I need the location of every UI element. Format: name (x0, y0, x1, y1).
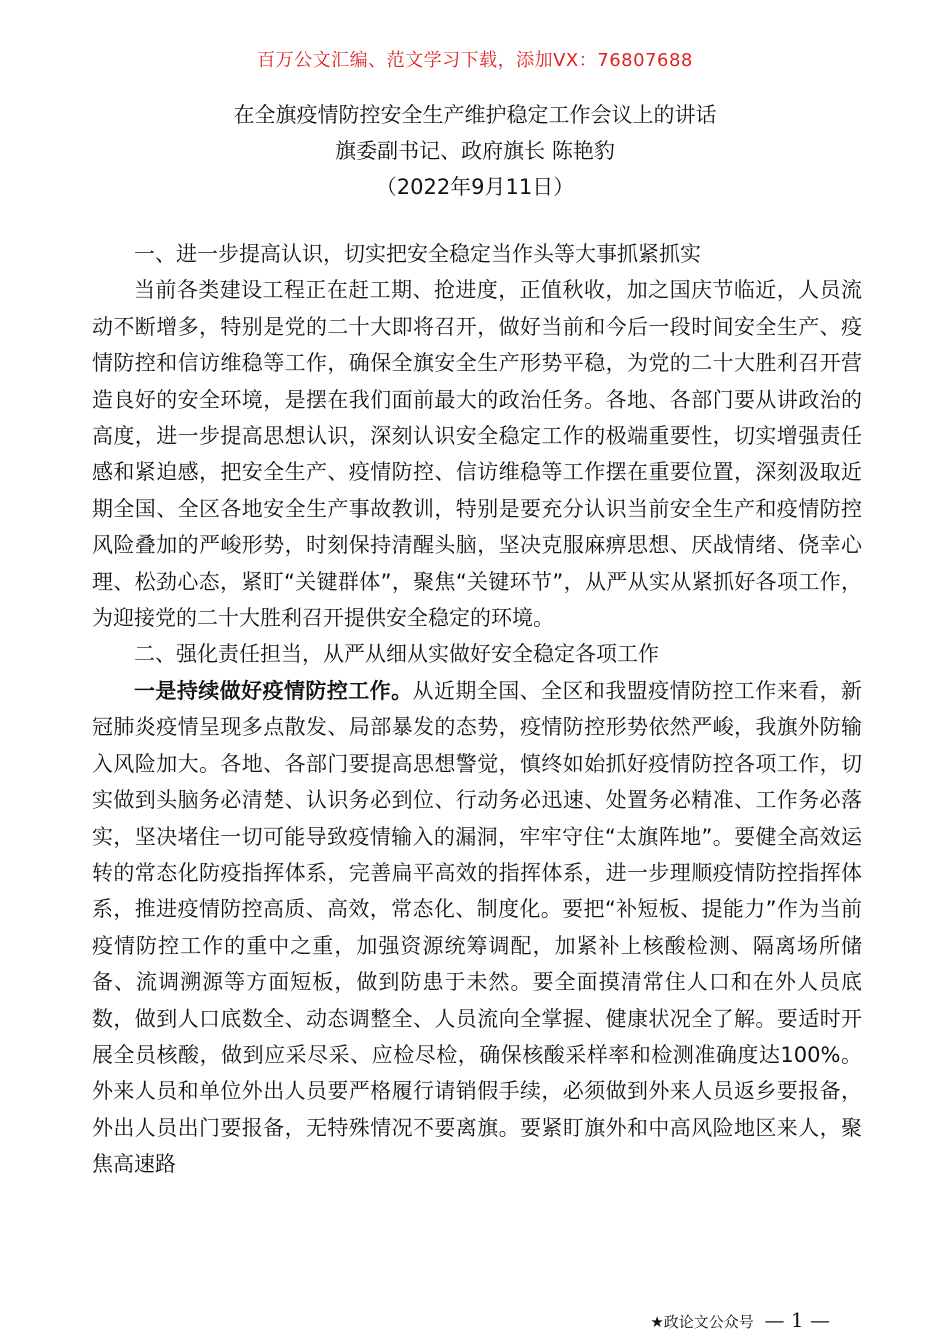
footer-source: ★政论文公众号 (650, 1313, 754, 1331)
document-title: 在全旗疫情防控安全生产维护稳定工作会议上的讲话 (233, 103, 717, 127)
section-heading-1: 一、进一步提高认识，切实把安全稳定当作头等大事抓紧抓实 (134, 242, 701, 266)
watermark-banner: 百万公文汇编、范文学习下载，添加VX：76807688 (257, 50, 693, 71)
paragraph-1: 当前各类建设工程正在赶工期、抢进度，正值秋收，加之国庆节临近，人员流动不断增多，特别是党的二十大即将召开，做好当前和今后一段时间安全生产、疫情防控和信访维稳等工作，确保全旗安全生产形势平稳，为党的二十大胜利召开营造良好的安全环境，是摆在我们面前最大的政治任务。各地、各部门要从讲政治的高度，进一步提高思想认识，深刻认识安全稳定工作的极端重要性，切实增强责任感和紧迫感，把安全生产、疫情防控、信访维稳等工作摆在重要位置，深刻汲取近期全国、全区各地安全生产事故教训，特别是要充分认识当前安全生产和疫情防控风险叠加的严峻形势，时刻保持清醒头脑，坚决克服麻痹思想、厌战情绪、侥幸心理、松劲心态，紧盯“关键群体”，聚焦“关键环节”，从严从实从紧抓好各项工作，为迎接党的二十大胜利召开提供安全稳定的环境。 (92, 278, 862, 631)
page-footer (650, 1308, 830, 1332)
document-author: 旗委副书记、政府旗长 陈艳豹 (335, 139, 615, 163)
paragraph-2 (92, 673, 862, 1183)
document-date: （2022年9月11日） (375, 175, 575, 199)
document-body (92, 236, 862, 1183)
document-header (0, 97, 950, 205)
page-number: — 1 — (764, 1308, 830, 1332)
section-heading-2: 二、强化责任担当，从严从细从实做好安全稳定各项工作 (134, 642, 659, 667)
paragraph-2-text: 从近期全国、全区和我盟疫情防控工作来看，新冠肺炎疫情呈现多点散发、局部暴发的态势，疫情防控形势依然严峻，我旗外防输入风险加大。各地、各部门要提高思想警觉，慎终如始抓好疫情防控各项工作，切实做到头脑务必清楚、认识务必到位、行动务必迅速、处置务必精准、工作务必落实，坚决堵住一切可能导致疫情输入的漏洞，牢牢守住“太旗阵地”。要健全高效运转的常态化防疫指挥体系，完善扁平高效的指挥体系，进一步理顺疫情防控指挥体系，推进疫情防控高质、高效，常态化、制度化。要把“补短板、提能力”作为当前疫情防控工作的重中之重，加强资源统筹调配，加紧补上核酸检测、隔离场所储备、流调溯源等方面短板，做到防患于未然。要全面摸清常住人口和在外人员底数，做到人口底数全、动态调整全、人员流向全掌握、健康状况全了解。要适时开展全员核酸，做到应采尽采、应检尽检，确保核酸采样率和检测准确度达100%。外来人员和单位外出人员要严格履行请销假手续，必须做到外来人员返乡要报备，外出人员出门要报备，无特殊情况不要离旗。要紧盯旗外和中高风险地区来人，聚焦高速路 (92, 678, 862, 1177)
paragraph-2-lead: 一是持续做好疫情防控工作。 (134, 678, 413, 703)
